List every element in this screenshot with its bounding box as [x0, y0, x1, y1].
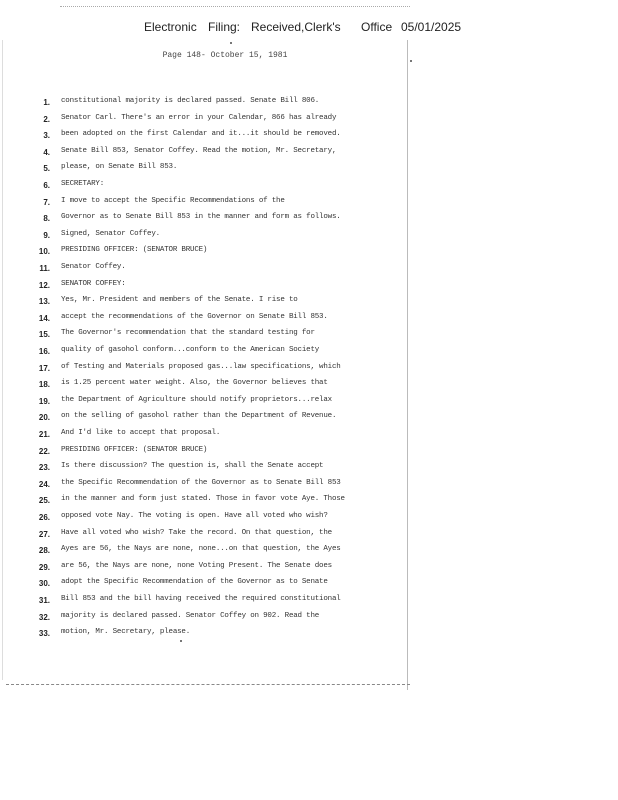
line-number: 14.	[38, 313, 50, 323]
left-margin-line	[2, 40, 3, 680]
transcript-line: Have all voted who wish? Take the record. On that question, the	[61, 528, 332, 537]
line-number: 26.	[38, 513, 50, 522]
line-number: 10.	[38, 247, 50, 257]
transcript-line: SECRETARY:	[61, 180, 105, 188]
transcript-line: SENATOR COFFEY:	[61, 279, 126, 288]
line-number: 13.	[38, 297, 50, 307]
line-number: 23.	[38, 463, 50, 473]
transcript-line: Yes, Mr. President and members of the Senate. I rise to	[61, 296, 298, 305]
line-number: 28.	[38, 546, 50, 556]
transcript-line: accept the recommendations of the Governor on Senate Bill 853.	[61, 312, 328, 321]
stamp-electronic: Electronic	[144, 20, 197, 34]
line-number: 2.	[43, 114, 50, 124]
transcript-line: The Governor's recommendation that the standard testing for	[61, 329, 315, 338]
line-number: 33.	[38, 629, 50, 639]
right-margin-line	[407, 40, 408, 690]
line-number: 8.	[43, 214, 50, 224]
transcript-line: PRESIDING OFFICER: (SENATOR BRUCE)	[61, 445, 208, 454]
line-number: 18.	[38, 380, 50, 390]
bottom-scan-rule	[6, 684, 410, 685]
line-number: 1.	[43, 98, 50, 107]
transcript-line: are 56, the Nays are none, none Voting Present. The Senate does	[61, 561, 332, 570]
transcript-line: Is there discussion? The question is, shall the Senate accept	[61, 462, 324, 471]
line-number: 11.	[39, 264, 50, 273]
line-number: 22.	[38, 446, 50, 456]
line-number: 32.	[38, 612, 50, 622]
transcript-line: adopt the Specific Recommendation of the Governor as to Senate	[61, 578, 328, 587]
line-number: 16.	[38, 347, 50, 356]
line-number: 4.	[43, 147, 50, 157]
transcript-line: of Testing and Materials proposed gas...law specifications, which	[61, 362, 341, 371]
scan-speck	[410, 60, 412, 62]
scan-speck	[230, 42, 232, 44]
transcript-line: motion, Mr. Secretary, please.	[61, 628, 191, 637]
transcript-line: quality of gasohol conform...conform to the American Society	[61, 346, 320, 354]
stamp-office: Office	[361, 20, 393, 34]
transcript-line: opposed vote Nay. The voting is open. Have all voted who wish?	[61, 512, 328, 520]
line-number: 20.	[38, 413, 50, 423]
line-number: 12.	[38, 280, 50, 290]
transcript-line: please, on Senate Bill 853.	[61, 163, 178, 172]
transcript-line: the Department of Agriculture should notify proprietors...relax	[61, 395, 332, 404]
line-number: 25.	[38, 496, 50, 506]
transcript-line: majority is declared passed. Senator Coffey on 902. Read the	[61, 611, 320, 620]
stamp-date: 05/01/2025	[401, 20, 462, 34]
transcript-line: Signed, Senator Coffey.	[61, 229, 160, 238]
line-number: 9.	[43, 230, 50, 240]
line-number: 21.	[38, 430, 50, 439]
transcript-line: Senator Carl. There's an error in your Calendar, 866 has already	[61, 113, 337, 122]
line-number: 5.	[43, 164, 50, 174]
transcript-line: in the manner and form just stated. Those in favor vote Aye. Those	[61, 495, 345, 504]
transcript-line: constitutional majority is declared passed. Senate Bill 806.	[61, 97, 320, 105]
transcript-line: Senate Bill 853, Senator Coffey. Read the motion, Mr. Secretary,	[61, 146, 337, 155]
scan-speck	[180, 640, 182, 642]
line-number: 15.	[38, 330, 50, 340]
line-number: 24.	[38, 479, 50, 489]
top-scan-rule	[60, 6, 410, 7]
line-number: 3.	[43, 131, 50, 141]
line-number: 31.	[38, 596, 50, 605]
line-number: 19.	[38, 396, 50, 406]
line-number: 7.	[43, 197, 50, 207]
transcript-line: Bill 853 and the bill having received the required constitutional	[61, 595, 341, 603]
transcript-line: Senator Coffey.	[61, 263, 126, 271]
stamp-filing: Filing:	[208, 20, 241, 34]
transcript-line: is 1.25 percent water weight. Also, the Governor believes that	[61, 379, 328, 388]
line-number: 6.	[43, 181, 50, 190]
transcript-line: I move to accept the Specific Recommendations of the	[61, 196, 285, 205]
line-number: 30.	[38, 579, 50, 589]
transcript-line: Governor as to Senate Bill 853 in the manner and form as follows.	[61, 213, 341, 222]
page-reference: Page 148- October 15, 1981	[162, 51, 288, 60]
line-number: 29.	[38, 562, 50, 572]
line-number: 27.	[38, 529, 50, 539]
transcript-line: the Specific Recommendation of the Governor as to Senate Bill 853	[61, 478, 341, 487]
transcript-line: on the selling of gasohol rather than the Department of Revenue.	[61, 412, 337, 421]
transcript-line: And I'd like to accept that proposal.	[61, 429, 221, 437]
line-number: 17.	[38, 363, 50, 373]
transcript-line: PRESIDING OFFICER: (SENATOR BRUCE)	[61, 246, 208, 255]
transcript-line: been adopted on the first Calendar and it...it should be removed.	[61, 130, 341, 139]
transcript-line: Ayes are 56, the Nays are none, none...on that question, the Ayes	[61, 545, 341, 554]
stamp-received: Received,Clerk's	[251, 20, 341, 34]
